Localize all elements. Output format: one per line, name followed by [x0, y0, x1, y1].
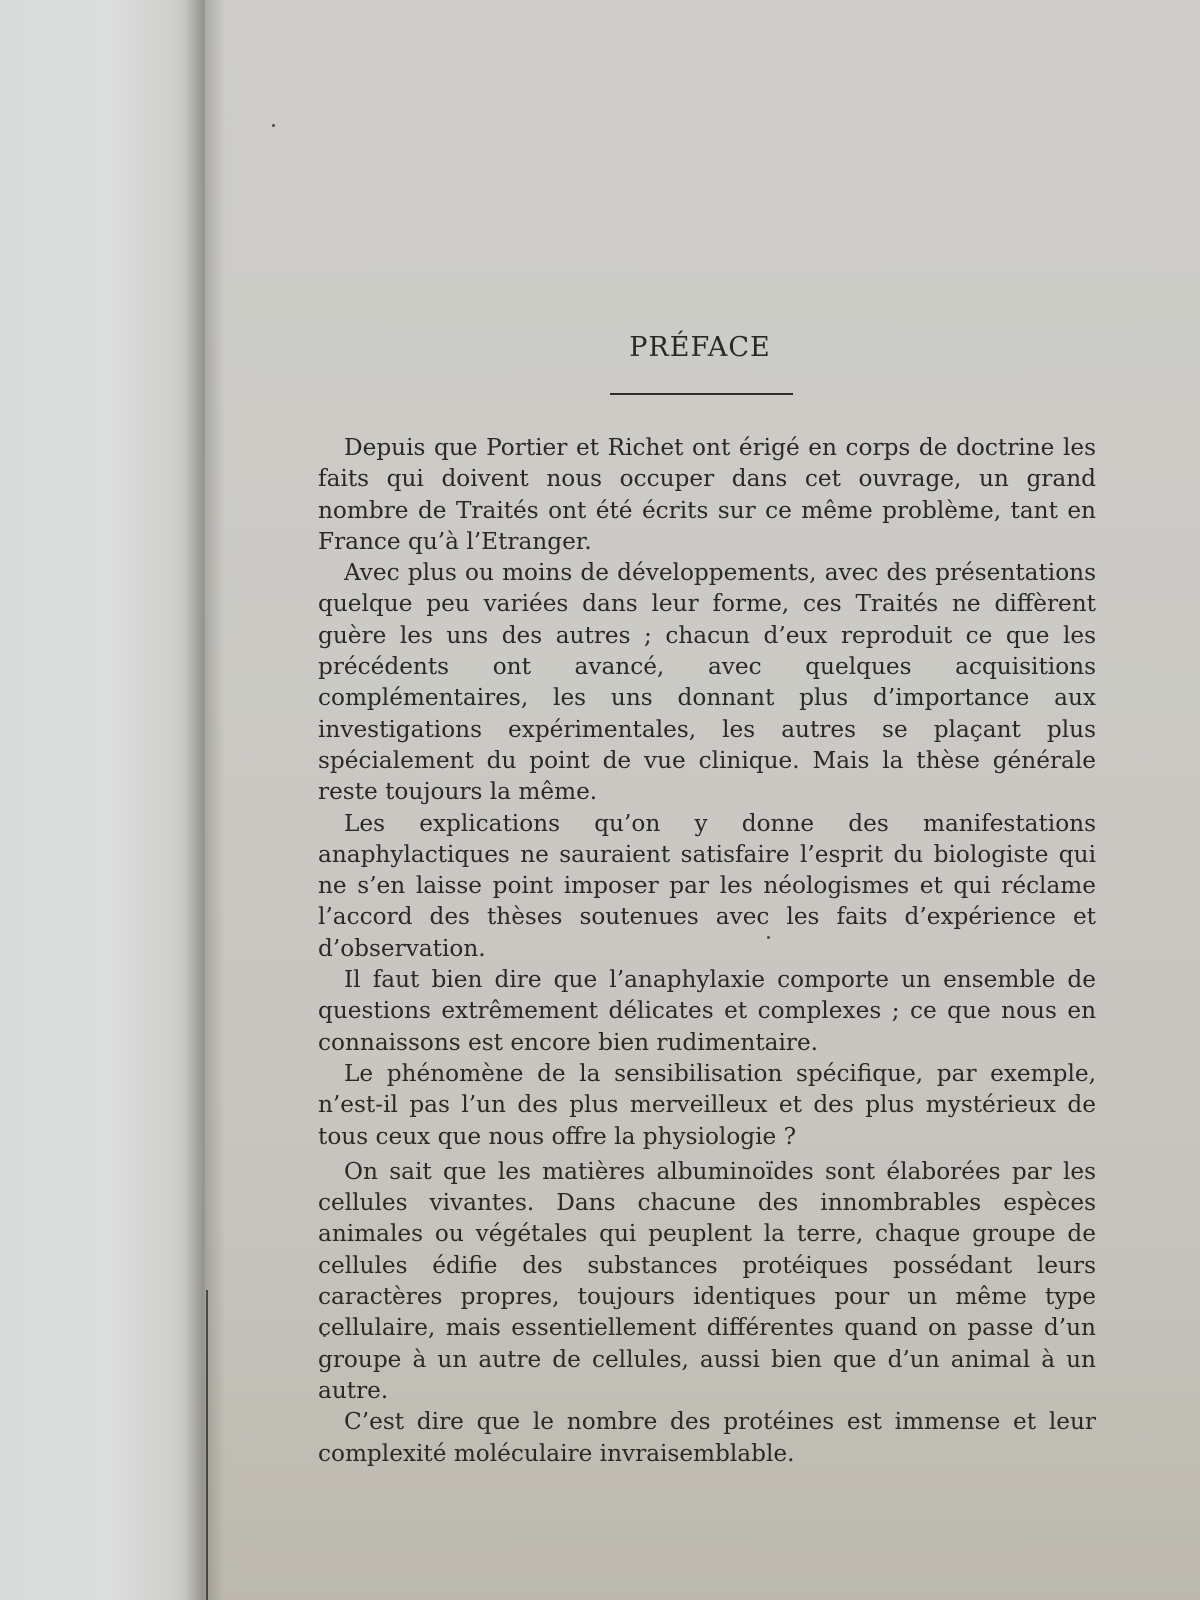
page-title: PRÉFACE: [629, 332, 771, 363]
paragraph: Il faut bien dire que l’anaphylaxie comporte un ensemble de questions extrêmement délicates et complexes ; ce que nous en connaissons est encore bien rudimentaire.: [318, 966, 1096, 1056]
paragraph: Depuis que Portier et Richet ont érigé en corps de doctrine les faits qui doivent nous occuper dans cet ouvrage, un grand nombre de Traités ont été écrits sur ce même problème, tant en France qu’à l’Etranger.: [318, 434, 1096, 555]
paragraph: On sait que les matières albuminoïdes sont élaborées par les cellules vivantes. Dans chacune des innombrables espèces animales ou végétales qui peuplent la terre, chaque groupe de cellules édifie des substances protéiques possédant leurs caractères propres, toujours identiques pour un même type cellulaire, mais essentiellement différentes quand on passe d’un groupe à un autre de cellules, aussi bien que d’un animal à un autre.: [318, 1157, 1096, 1404]
paragraph: Le phénomène de la sensibilisation spécifique, par exemple, n’est-il pas l’un des plus merveilleux et des plus mystérieux de tous ceux que nous offre la physiologie ?: [318, 1059, 1096, 1150]
paper-speck: [272, 124, 275, 127]
gutter-edge: [206, 1290, 208, 1600]
paragraph: Avec plus ou moins de développements, avec des présentations quelque peu variées dans leur forme, ces Traités ne diffèrent guère les uns des autres ; chacun d’eux reproduit ce que les précédents ont avancé, avec quelques acquisitions complémentaires, les uns donnant plus d’importance aux investigations expérimentales, les autres se plaçant plus spécialement du point de vue clinique. Mais la thèse générale reste toujours la même.: [318, 559, 1096, 806]
body-text: [318, 432, 1096, 1469]
book-gutter: [185, 0, 225, 1600]
left-page: [0, 0, 205, 1600]
paragraph: Les explications qu’on y donne des manifestations anaphylactiques ne sauraient satisfaire l’esprit du biologiste qui ne s’en laisse point imposer par les néologismes et qui réclame l’accord des thèses soutenues avec les faits d’expérience et d’observation.: [318, 809, 1096, 962]
title-rule: [610, 393, 793, 395]
paragraph: C’est dire que le nombre des protéines est immense et leur complexité moléculaire invraisemblable.: [318, 1408, 1096, 1467]
